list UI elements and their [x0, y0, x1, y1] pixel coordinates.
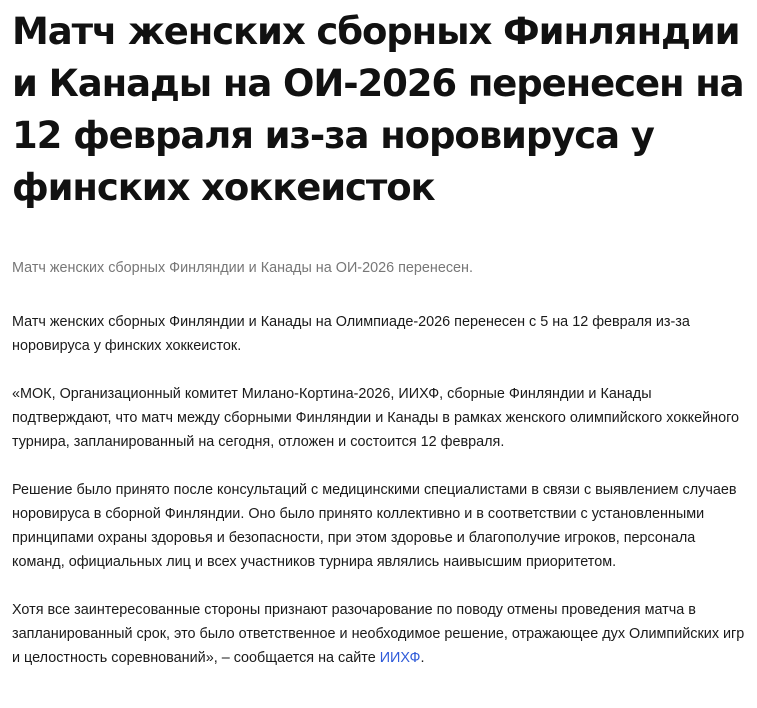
article-paragraph: «МОК, Организационный комитет Милано-Кортина-2026, ИИХФ, сборные Финляндии и Канады подтверждают, что матч между сборными Финляндии и Канады в рамках женского олимпийского хоккейного турнира, запланированный на сегодня, отложен и состоится 12 февраля. — [12, 386, 740, 450]
article-lead: Матч женских сборных Финляндии и Канады на ОИ-2026 перенесен. — [12, 260, 473, 276]
final-paragraph-text: Хотя все заинтересованные стороны признают разочарование по поводу отмены проведения матча в запланированный срок, это было ответственное и необходимое решение, отражающее дух Олимпийских игр и целостность соревнований», – сообщается на сайте — [12, 602, 745, 666]
article-paragraph-final — [12, 598, 747, 670]
article-body — [12, 310, 747, 694]
article — [12, 0, 752, 666]
iihf-link[interactable]: ИИХФ — [379, 650, 421, 666]
article-headline: Матч женских сборных Финляндии и Канады на ОИ-2026 перенесен на 12 февраля из-за норовируса у финских хоккеисток — [12, 10, 744, 209]
article-paragraph: Решение было принято после консультаций с медицинскими специалистами в связи с выявлением случаев норовируса в сборной Финляндии. Оно было принято коллективно и в соответствии с установленными принципами охраны здоровья и безопасности, при этом здоровье и благополучие игроков, персонала команд, официальных лиц и всех участников турнира являлись наивысшим приоритетом. — [12, 482, 737, 570]
article-paragraph: Матч женских сборных Финляндии и Канады на Олимпиаде-2026 перенесен с 5 на 12 февраля из-за норовируса у финских хоккеисток. — [12, 314, 690, 354]
final-paragraph-suffix: . — [420, 650, 425, 666]
